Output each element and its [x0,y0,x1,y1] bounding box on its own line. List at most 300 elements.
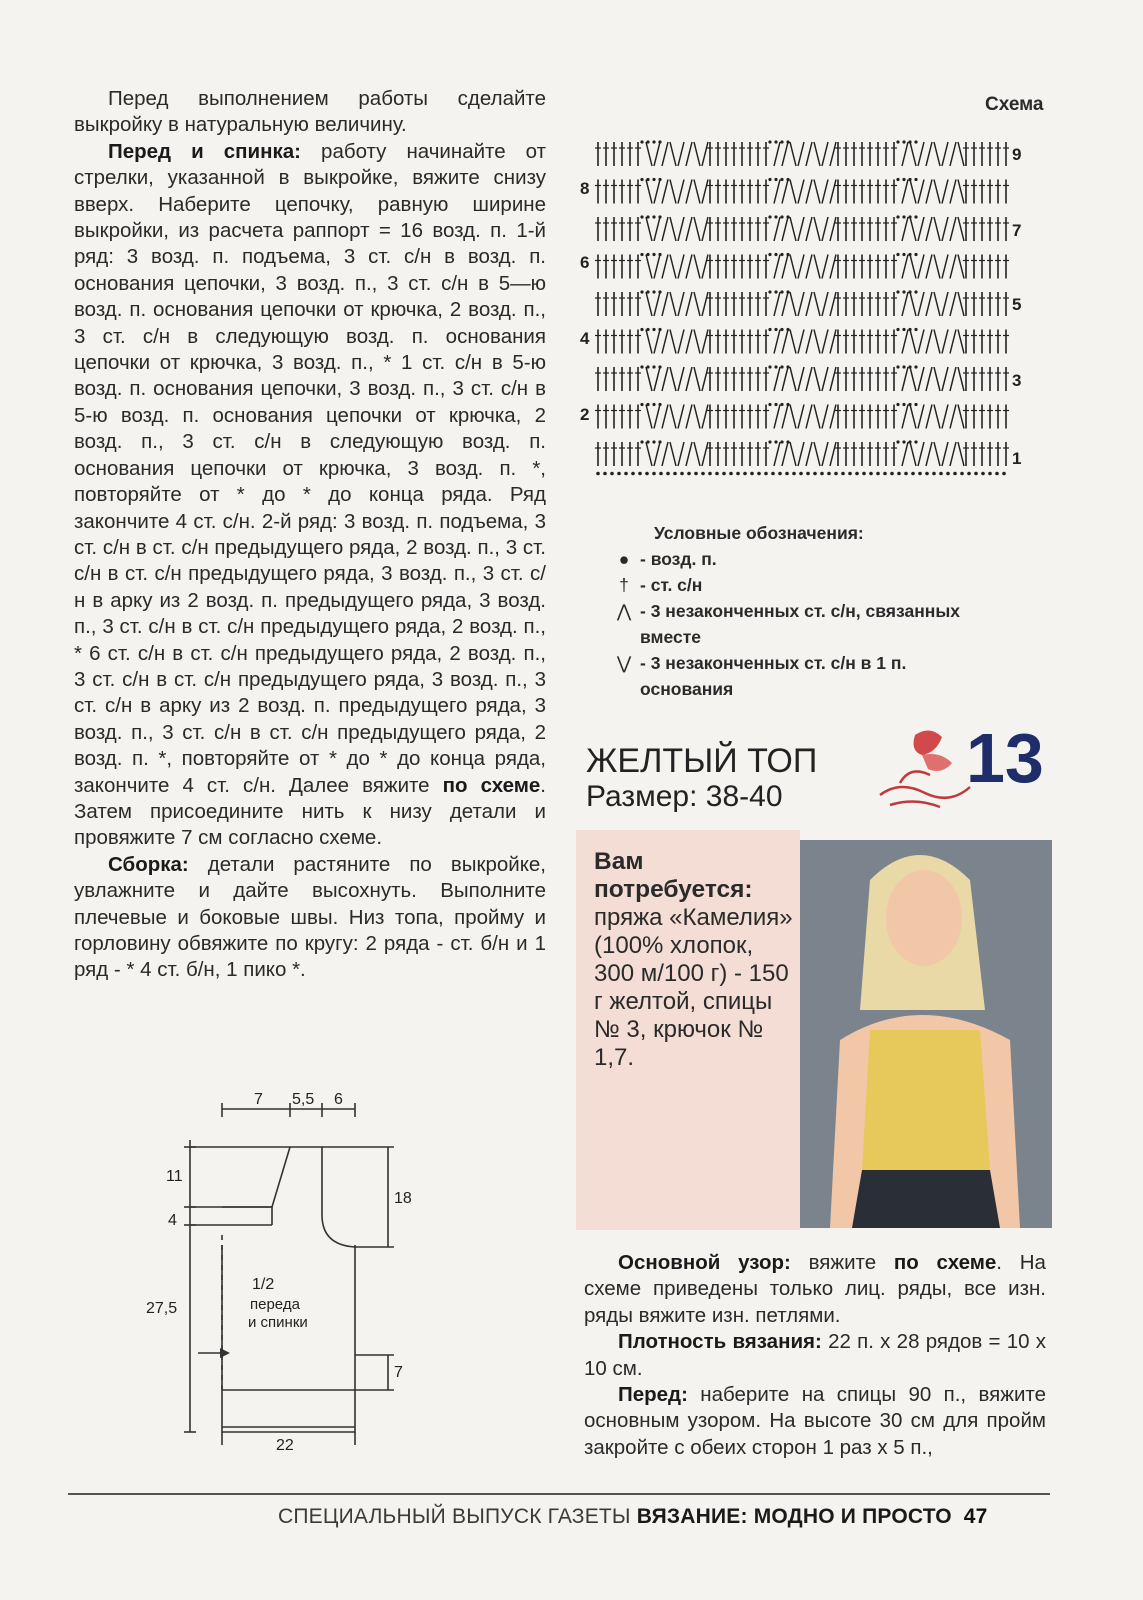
materials-text [594,848,794,1072]
scheme-stitch [640,215,643,218]
project-number: 13 [966,719,1044,797]
scheme-stitch [958,442,964,466]
scheme-ref: по схеме [442,773,541,797]
scheme-stitch [658,290,661,293]
front-label: Перед: [618,1383,688,1407]
legend-item: ⋁ - 3 незаконченных ст. с/н в 1 п. основания [608,650,980,702]
scheme-stitch [822,255,828,279]
front-paragraph: Перед: наберите на спицы 90 п., вяжите основным узором. На высоте 30 см для пройм закройте с обеих сторон 1 раз х 5 п., [584,1383,1046,1459]
scheme-stitch [640,365,643,368]
scheme-stitch [830,180,836,204]
scheme-stitch [774,180,780,204]
scheme-stitch [926,292,932,316]
scheme-stitch [822,330,828,354]
scheme-stitch [686,142,692,166]
scheme-stitch [652,215,655,218]
scheme-stitch [786,403,789,406]
scheme-stitch [942,330,948,354]
scheme-stitch [834,472,838,476]
scheme-stitch [822,142,828,166]
scheme-stitch [774,330,780,354]
front-back-text: работу начинайте от стрелки, указанной в выкройке, вяжите снизу вверх. Наберите цепочку, равную ширине выкройки, из расчета раппорт = 16 возд. п. 1-й ряд: 3 возд. п. подъема, 3 ст. с/н в возд. п. основания цепочки, 3 возд. п., 3 ст. с/н в 5—ю возд. п. основания цепочки от крючка, 2 возд. п., 3 ст. с/н в следующую возд. п. основания цепочки от крючка, 3 возд. п., * 1 ст. с/н в 5-ю возд. п. основания цепочки, 3 возд. п., 3 ст. с/н в 5-ю возд. п. основания цепочки от крючка, 2 возд. п., 3 ст. с/н в следующую возд. п. основания цепочки от крючка, 3 возд. п. *, повторяйте от * до * до конца ряда. Ряд закончите 4 ст. с/н. 2-й ряд: 3 возд. п. подъема, 3 ст. с/н в ст. с/н предыдущего ряда, 2 возд. п., 3 ст. с/н в ст. с/н предыдущего ряда, 3 возд. п., 3 ст. с/н в арку из 2 возд. п. предыдущего ряда, 3 возд. п., 3 ст. с/н в ст. с/н предыдущего ряда, 2 возд. п., * 6 ст. с/н в ст. с/н предыдущего ряда, 2 возд. п., 3 ст. с/н в ст. с/н предыдущего ряда, 3 возд. п., 3 ст. с/н в арку из 2 возд. п. предыдущего ряда, 3 возд. п., 3 ст. с/н в ст. с/н предыдущего ряда, 2 возд. п. *, повторяйте от * до * до конца ряда, закончите 4 ст. с/н. Далее вяжите [74,139,546,797]
scheme-stitch [902,405,908,429]
scheme-stitch [896,290,899,293]
scheme-stitch [862,472,866,476]
gauge-label: Плотность вязания: [618,1330,822,1354]
assembly-text: детали растяните по выкройке, увлажните и дайте высохнуть. Выполните плечевые и боковые швы. Низ топа, пройму и горловину обвяжите по кругу: 2 ряда - ст. б/н и 1 ряд - * 4 ст. б/н, 1 пико *. [74,852,546,982]
scheme-stitch [814,292,820,316]
scheme-stitch [798,142,804,166]
legend [608,520,980,702]
scheme-stitch [774,367,780,391]
scheme-stitch [822,217,828,241]
scheme-stitch [910,255,916,279]
scheme-stitch [778,472,782,476]
scheme-stitch [670,405,676,429]
row-number-5: 5 [1012,295,1022,314]
dim-top-3: 6 [334,1091,343,1108]
scheme-stitch [686,180,692,204]
scheme-stitch [774,255,780,279]
scheme-stitch [914,140,917,143]
scheme-stitch [814,330,820,354]
row-number-1: 1 [1012,449,1022,468]
scheme-stitch [640,140,643,143]
scheme-stitch [939,472,943,476]
scheme-stitch [902,403,905,406]
scheme-stitch [640,328,643,331]
materials-list: пряжа «Камелия» (100% хлопок, 300 м/100 г) - 150 г желтой, спицы № 3, крючок № 1,7. [594,904,793,1071]
scheme-stitch [942,292,948,316]
pattern-diagram [146,1091,430,1465]
scheme-stitch [652,403,655,406]
scheme-stitch [822,405,828,429]
scheme-stitch [946,472,950,476]
scheme-stitch [911,472,915,476]
scheme-stitch [902,440,905,443]
scheme-stitch [910,442,916,466]
scheme-stitch [686,367,692,391]
scheme-stitch [782,255,788,279]
scheme-stitch [678,292,684,316]
scheme-stitch [896,178,899,181]
scheme-stitch [670,330,676,354]
scheme-stitch [640,290,643,293]
scheme-stitch [702,405,708,429]
scheme-stitch [925,472,929,476]
scheme-stitch [702,180,708,204]
scheme-stitch [902,253,905,256]
scheme-stitch [814,255,820,279]
scheme-stitch [646,330,652,354]
scheme-stitch [958,405,964,429]
scheme-stitch [786,253,789,256]
scheme-stitch [934,330,940,354]
scheme-stitch [670,292,676,316]
scheme-stitch [932,472,936,476]
dim-left-1: 11 [166,1168,183,1185]
scheme-stitch [806,472,810,476]
dim-left-2: 4 [168,1212,177,1229]
scheme-stitch [780,215,783,218]
scheme-stitch [902,292,908,316]
scheme-stitch [646,292,652,316]
scheme-stitch [902,365,905,368]
scheme-stitch [768,253,771,256]
scheme-stitch [902,367,908,391]
scheme-stitch [646,328,649,331]
dim-left-3: 27,5 [146,1300,178,1317]
dim-top-2: 5,5 [292,1091,315,1108]
scheme-stitch [646,215,649,218]
scheme-stitch [640,178,643,181]
scheme-stitch [646,367,652,391]
scheme-stitch [646,178,649,181]
scheme-stitch [768,178,771,181]
main-pattern-paragraph: Основной узор: вяжите по схеме. На схеме приведены только лиц. ряды, все изн. ряды вяжите изн. петлями. [584,1251,1046,1327]
scheme-stitch [701,472,705,476]
scheme-stitch [694,180,700,204]
scheme-stitch [910,330,916,354]
scheme-stitch [771,472,775,476]
scheme-stitch [958,367,964,391]
scheme-stitch [786,365,789,368]
scheme-stitch [774,140,777,143]
scheme-stitch [830,142,836,166]
scheme-stitch [790,292,796,316]
scheme-stitch [798,442,804,466]
scheme-stitch [806,442,812,466]
scheme-stitch [729,472,733,476]
scheme-stitch [662,442,668,466]
scheme-stitch [942,180,948,204]
scheme-stitch [902,217,908,241]
scheme-stitch [910,405,916,429]
scheme-stitch [910,292,916,316]
scheme-stitch [904,472,908,476]
scheme-stitch [768,365,771,368]
scheme-stitch [670,217,676,241]
scheme-stitch [950,217,956,241]
scheme-stitch [694,217,700,241]
scheme-stitch [646,253,649,256]
scheme-stitch [662,217,668,241]
scheme-stitch [658,140,661,143]
legend-item: ⋀ - 3 незаконченных ст. с/н, связанных вместе [608,598,980,650]
scheme-stitch [934,217,940,241]
center-label-1: 1/2 [252,1276,275,1293]
scheme-stitch [652,253,655,256]
scheme-stitch [902,255,908,279]
scheme-stitch [646,405,652,429]
intro-paragraph: Перед выполнением работы сделайте выкройку в натуральную величину. [74,87,546,137]
scheme-stitch [652,178,655,181]
scheme-stitch [764,472,768,476]
scheme-stitch [926,255,932,279]
scheme-stitch [822,180,828,204]
scheme-stitch [918,142,924,166]
scheme-stitch [673,472,677,476]
scheme-stitch [694,472,698,476]
scheme-stitch [813,472,817,476]
scheme-stitch [757,472,761,476]
scheme-stitch [814,142,820,166]
scheme-stitch [830,367,836,391]
double-crochet-icon: † [619,575,629,595]
scheme-stitch [798,292,804,316]
scheme-stitch [896,328,899,331]
scheme-stitch [662,405,668,429]
row-number-3: 3 [1012,371,1022,390]
scheme-stitch [780,290,783,293]
scheme-stitch [646,217,652,241]
scheme-stitch [774,292,780,316]
scheme-stitch [652,365,655,368]
scheme-stitch [942,217,948,241]
scheme-stitch [981,472,985,476]
scheme-stitch [662,292,668,316]
chain-icon: ● [618,549,630,569]
page-number: 47 [963,1505,988,1528]
scheme-stitch [908,403,911,406]
scheme-stitch [596,472,600,476]
scheme-stitch [902,290,905,293]
scheme-stitch [678,142,684,166]
scheme-stitch [958,142,964,166]
scheme-stitch [890,472,894,476]
scheme-stitch [798,405,804,429]
row-number-6: 6 [580,253,590,272]
scheme-stitch [654,442,660,466]
project-size: Размер: 38-40 [586,780,783,813]
scheme-stitch [926,367,932,391]
scheme-stitch [883,472,887,476]
scheme-stitch [782,142,788,166]
scheme-stitch [768,290,771,293]
scheme-stitch [806,330,812,354]
scheme-stitch [855,472,859,476]
scheme-stitch [806,180,812,204]
dim-top-1: 7 [254,1091,263,1108]
scheme-stitch [814,442,820,466]
scheme-stitch [914,290,917,293]
cluster-one-stitch-icon: ⋁ [616,653,632,673]
scheme-stitch [806,217,812,241]
scheme-stitch [617,472,621,476]
scheme-stitch [910,217,916,241]
scheme-stitch [670,367,676,391]
scheme-stitch [967,472,971,476]
scheme-stitch [950,367,956,391]
scheme-stitch [896,440,899,443]
scheme-stitch [646,290,649,293]
scheme-stitch [908,365,911,368]
scheme-stitch [780,253,783,256]
scheme-stitch [780,140,783,143]
scheme-title: Схема [985,94,1044,115]
dim-bottom: 22 [276,1437,294,1454]
scheme-stitch [640,440,643,443]
assembly-paragraph [74,852,546,984]
scheme-stitch [841,472,845,476]
scheme-stitch [897,472,901,476]
scheme-stitch [652,290,655,293]
scheme-stitch [774,215,777,218]
scheme-stitch [798,367,804,391]
scheme-stitch [786,215,789,218]
scheme-stitch [662,255,668,279]
scheme-stitch [926,180,932,204]
scheme-stitch [942,367,948,391]
scheme-stitch [914,178,917,181]
scheme-stitch [902,328,905,331]
scheme-stitch [790,255,796,279]
scheme-stitch [950,180,956,204]
scheme-stitch [624,472,628,476]
scheme-stitch [942,142,948,166]
scheme-stitch [786,178,789,181]
scheme-stitch [926,142,932,166]
legend-item: ● - возд. п. [608,546,980,572]
butterfly-flourish-icon [870,725,980,815]
scheme-stitch [702,292,708,316]
scheme-stitch [902,140,905,143]
scheme-stitch [926,442,932,466]
scheme-stitch [768,140,771,143]
scheme-stitch [631,472,635,476]
scheme-stitch [914,365,917,368]
scheme-stitch [822,442,828,466]
legend-title: Условные обозначения: [654,523,864,543]
scheme-stitch [918,367,924,391]
scheme-stitch [654,367,660,391]
scheme-stitch [934,405,940,429]
scheme-stitch [654,217,660,241]
scheme-stitch [934,292,940,316]
scheme-stitch [914,403,917,406]
scheme-stitch [774,328,777,331]
scheme-stitch [806,142,812,166]
scheme-stitch [782,330,788,354]
scheme-stitch [686,292,692,316]
scheme-stitch [950,292,956,316]
scheme-stitch [768,440,771,443]
scheme-stitch [926,217,932,241]
scheme-stitch [830,405,836,429]
scheme-stitch [958,330,964,354]
main-pattern-label: Основной узор: [618,1251,791,1274]
scheme-stitch [806,292,812,316]
scheme-stitch [798,217,804,241]
scheme-stitch [934,442,940,466]
scheme-stitch [786,290,789,293]
scheme-stitch [848,472,852,476]
scheme-stitch [658,365,661,368]
scheme-stitch [702,330,708,354]
scheme-stitch [798,180,804,204]
scheme-stitch [896,215,899,218]
scheme-stitch [670,142,676,166]
scheme-stitch [914,440,917,443]
scheme-stitch [686,405,692,429]
scheme-stitch [702,142,708,166]
scheme-stitch [988,472,992,476]
scheme-stitch [702,255,708,279]
scheme-stitch [702,367,708,391]
scheme-stitch [646,142,652,166]
scheme-stitch [814,405,820,429]
scheme-stitch [910,367,916,391]
row-number-7: 7 [1012,221,1022,240]
scheme-stitch [822,292,828,316]
scheme-stitch [782,367,788,391]
scheme-stitch [914,328,917,331]
scheme-stitch [918,472,922,476]
scheme-stitch [736,472,740,476]
scheme-stitch [995,472,999,476]
scheme-stitch [902,330,908,354]
row-number-2: 2 [580,405,590,424]
scheme-stitch [687,472,691,476]
crochet-scheme [580,128,1030,498]
scheme-stitch [774,290,777,293]
scheme-stitch [830,217,836,241]
scheme-stitch [822,367,828,391]
scheme-stitch [902,180,908,204]
scheme-stitch [958,292,964,316]
scheme-stitch [662,367,668,391]
scheme-stitch [908,178,911,181]
front-back-end: . Затем присоедините нить к низу детали и провяжите 7 см согласно схеме. [74,773,546,850]
scheme-stitch [646,255,652,279]
legend-item: † - ст. с/н [608,572,980,598]
scheme-stitch [830,442,836,466]
center-label-3: и спинки [248,1314,308,1331]
scheme-stitch [908,440,911,443]
scheme-stitch [774,405,780,429]
scheme-stitch [934,142,940,166]
row-number-4: 4 [580,329,590,348]
scheme-stitch [896,253,899,256]
scheme-stitch [670,442,676,466]
scheme-stitch [950,405,956,429]
scheme-stitch [786,140,789,143]
scheme-stitch [786,328,789,331]
scheme-stitch [750,472,754,476]
scheme-stitch [830,330,836,354]
scheme-stitch [908,290,911,293]
scheme-stitch [908,140,911,143]
scheme-stitch [830,255,836,279]
scheme-stitch [646,442,652,466]
scheme-stitch [806,367,812,391]
scheme-stitch [670,180,676,204]
scheme-stitch [958,217,964,241]
scheme-stitch [780,328,783,331]
scheme-stitch [896,365,899,368]
scheme-stitch [902,442,908,466]
scheme-stitch [926,330,932,354]
scheme-stitch [896,403,899,406]
scheme-stitch [768,403,771,406]
scheme-stitch [702,217,708,241]
scheme-stitch [658,403,661,406]
scheme-stitch [798,255,804,279]
scheme-stitch [708,472,712,476]
scheme-stitch [790,405,796,429]
scheme-stitch [918,217,924,241]
scheme-stitch [670,255,676,279]
